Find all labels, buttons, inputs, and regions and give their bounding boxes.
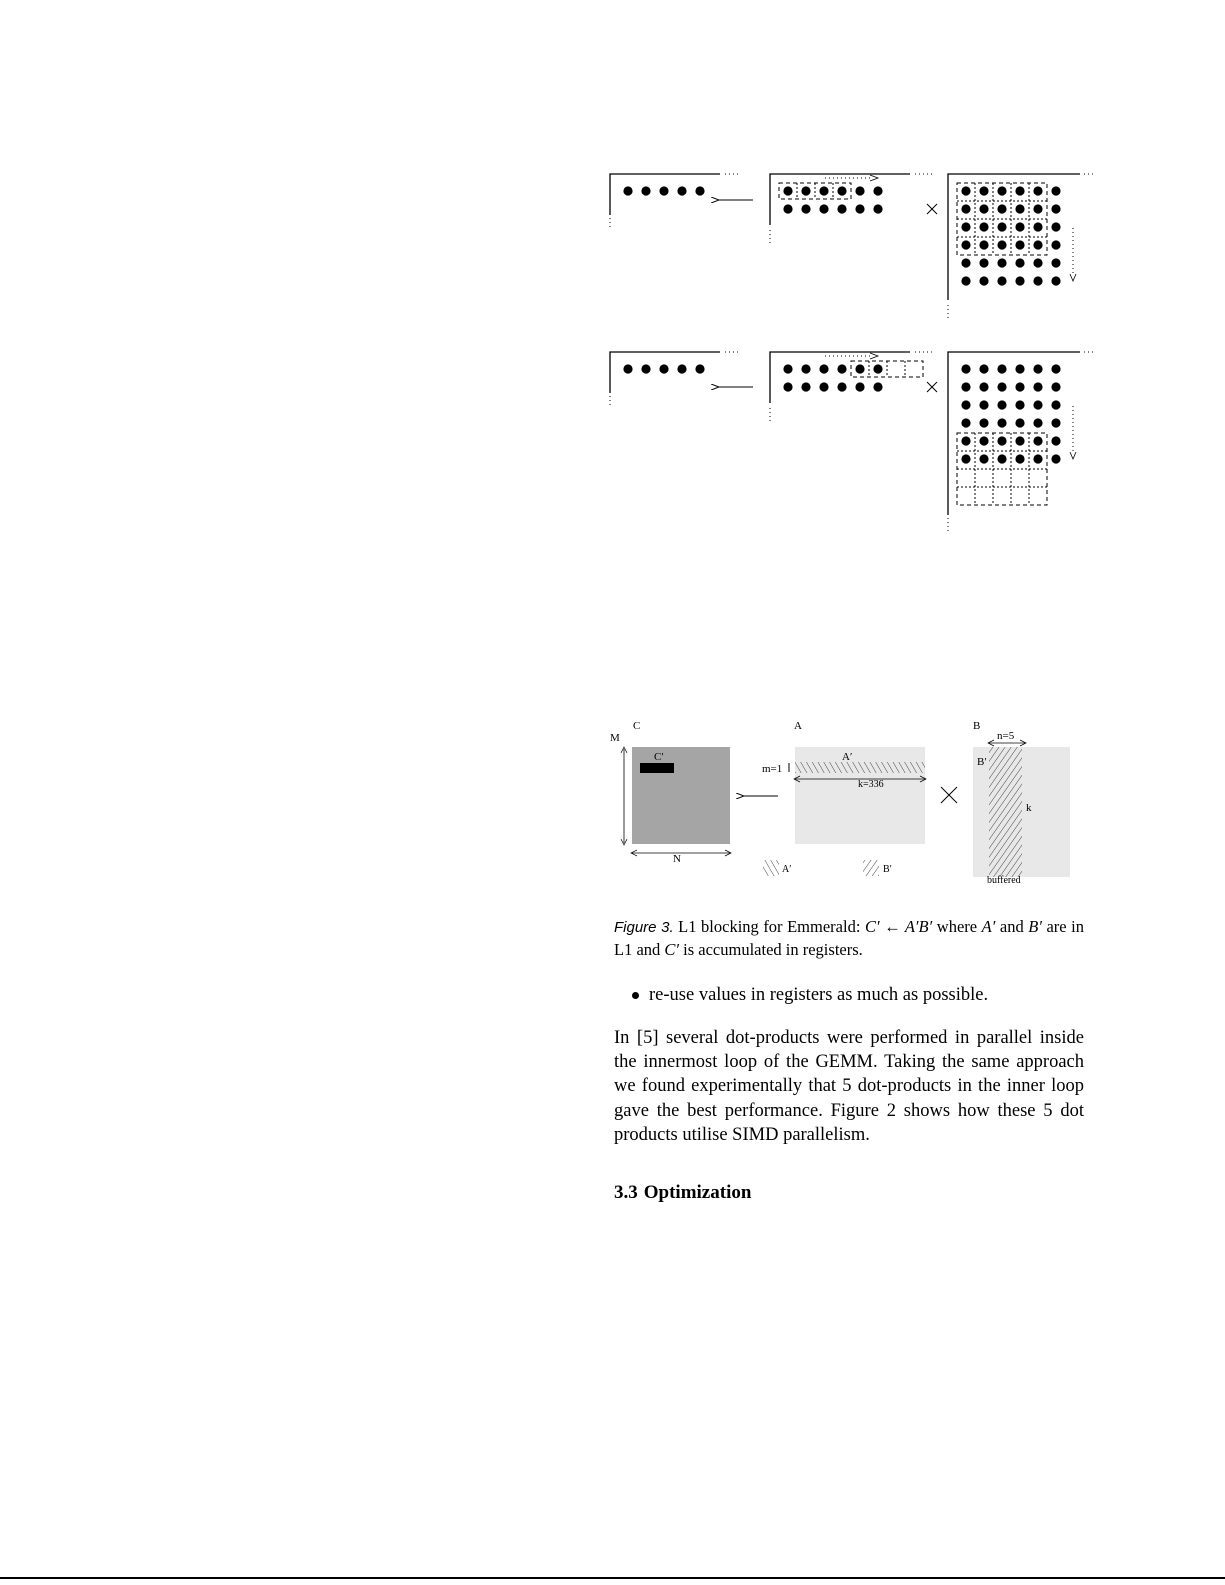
matrix-b-bottom xyxy=(948,352,1095,532)
label-a: A xyxy=(794,720,802,732)
simd-dot-product-figure xyxy=(600,160,1100,540)
l1-blocking-figure xyxy=(600,715,1090,895)
caption-figure-label: Figure 3. xyxy=(614,919,674,936)
times-sign-bottom xyxy=(927,382,937,392)
label-a-prime: A′ xyxy=(842,751,853,763)
label-n5: n=5 xyxy=(997,730,1015,742)
legend-a-swatch xyxy=(763,860,779,876)
times-sign-fig3 xyxy=(941,787,957,803)
matrix-c-bottom xyxy=(610,352,738,408)
matrix-a-bottom xyxy=(770,352,935,424)
body-paragraph: In [5] several dot-products were performed in parallel inside the innermost loop of the GEMM. Taking the same approach we found experimentally that 5 dot-products in the inner loop gave the best performance. Figure 2 shows how these 5 dot products utilise SIMD parallelism. xyxy=(614,1028,1084,1145)
caption-text-1: L1 blocking for Emmerald: xyxy=(673,917,865,936)
section-number: 3.3 xyxy=(614,1182,638,1203)
caption-text-3: and xyxy=(995,917,1029,936)
section-title: Optimization xyxy=(643,1182,752,1203)
stage-bottom xyxy=(610,352,1095,532)
bullet-text: re-use values in registers as much as possible. xyxy=(649,985,989,1005)
matrix-c-top xyxy=(610,174,738,230)
section-heading xyxy=(614,1182,757,1204)
caption-math-4: C′ xyxy=(664,940,680,959)
times-sign-top xyxy=(927,204,937,214)
matrix-b-block xyxy=(973,720,1070,886)
label-b: B xyxy=(973,720,981,732)
label-k336: k=336 xyxy=(858,779,884,790)
figure-3-caption xyxy=(614,916,1084,961)
legend xyxy=(763,860,892,876)
bullet-item xyxy=(632,983,1082,1007)
caption-math-2: A′ xyxy=(981,917,996,936)
caption-math-3: B′ xyxy=(1028,917,1042,936)
caption-text-2: where xyxy=(932,917,982,936)
legend-a-label: A′ xyxy=(782,864,792,875)
page-bottom-rule xyxy=(0,1577,1225,1579)
caption-text-5: is accumulated in registers. xyxy=(679,940,863,959)
label-k: k xyxy=(1026,802,1032,814)
label-c-prime: C′ xyxy=(654,751,664,763)
bullet-dot-icon xyxy=(632,992,639,999)
label-m1: m=1 xyxy=(762,763,783,775)
caption-text-4: are in L1 and xyxy=(614,917,1084,959)
label-buffered: buffered xyxy=(987,875,1021,886)
label-n: N xyxy=(673,853,681,865)
matrix-a-top xyxy=(770,174,935,246)
label-m: M xyxy=(610,732,620,744)
label-b-prime: B′ xyxy=(977,756,987,768)
label-c: C xyxy=(633,720,641,732)
matrix-b-top xyxy=(948,174,1095,320)
matrix-c-block xyxy=(610,720,731,865)
matrix-a-block xyxy=(762,720,926,844)
stage-top xyxy=(610,174,1095,320)
caption-math-1: C′ ← A′B′ xyxy=(864,917,933,936)
legend-b-label: B′ xyxy=(883,864,892,875)
legend-b-swatch xyxy=(863,860,879,876)
